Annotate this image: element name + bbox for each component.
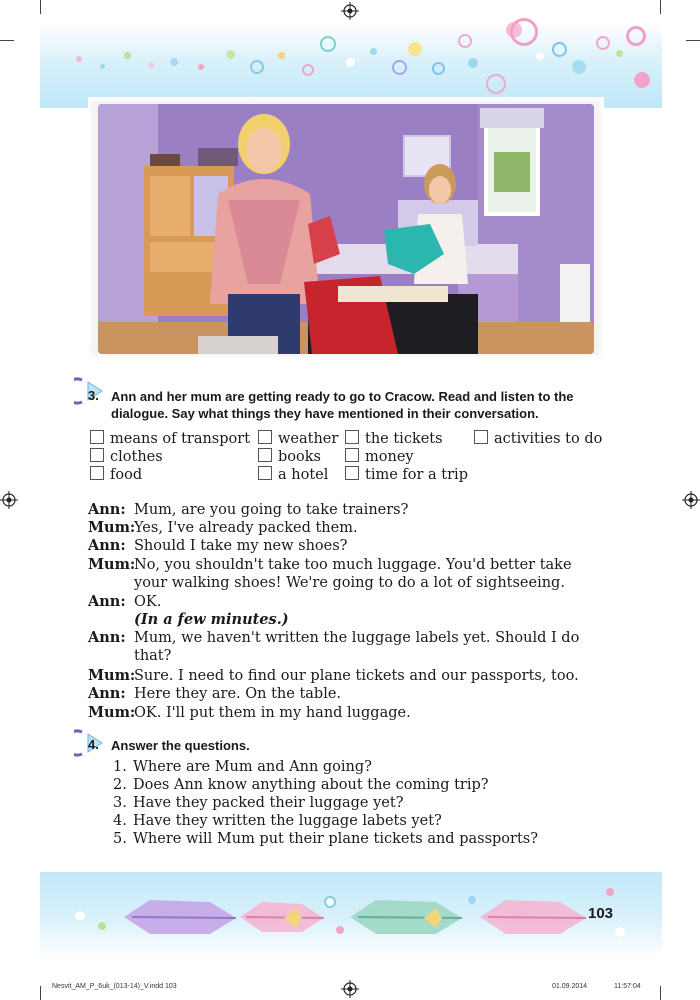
speaker: Mum:	[88, 519, 136, 536]
feather-decoration	[40, 872, 662, 957]
utterance: Should I take my new shoes?	[134, 538, 348, 554]
question-number: 1.	[113, 759, 127, 775]
bottom-decorative-band	[40, 872, 662, 957]
footer-date: 01.09.2014	[552, 983, 588, 990]
utterance: Sure. I need to find our plane tickets and our passports, too.	[134, 668, 579, 684]
footer-time: 11:57:04	[614, 983, 641, 990]
question-number: 4.	[113, 813, 127, 829]
crop-mark	[0, 40, 14, 41]
photo-illustration	[98, 104, 594, 354]
top-decorative-band	[40, 22, 662, 108]
utterance: OK. I'll put them in my hand luggage.	[134, 705, 411, 721]
speaker: Mum:	[88, 667, 136, 684]
question-number: 5.	[113, 831, 127, 847]
checkbox[interactable]	[90, 448, 104, 462]
registration-mark-icon	[341, 2, 359, 20]
checklist-label: means of transport	[110, 431, 251, 447]
checkbox[interactable]	[345, 466, 359, 480]
task-4-number: 4.	[88, 737, 99, 752]
checklist-item[interactable]	[90, 466, 142, 483]
checkbox[interactable]	[90, 466, 104, 480]
utterance: Yes, I've already packed them.	[134, 520, 358, 536]
task-3-instruction-line-1: Ann and her mum are getting ready to go to Cracow. Read and listen to the	[111, 389, 574, 404]
question-item	[113, 777, 489, 793]
utterance: Mum, are you going to take trainers?	[134, 502, 409, 518]
task-4-instruction: Answer the questions.	[111, 738, 250, 753]
utterance: No, you shouldn't take too much luggage. You'd better take	[134, 557, 572, 573]
checklist-label: clothes	[110, 449, 163, 465]
checklist-item[interactable]	[345, 466, 468, 483]
checkbox[interactable]	[90, 430, 104, 444]
speaker: Ann:	[88, 501, 126, 518]
crop-mark	[686, 40, 700, 41]
checklist-label: a hotel	[278, 467, 329, 483]
checklist-label: weather	[278, 431, 339, 447]
speaker: Mum:	[88, 556, 136, 573]
question-item	[113, 795, 403, 811]
question-item	[113, 813, 442, 829]
crop-mark	[660, 986, 661, 1000]
checklist-item[interactable]	[345, 448, 414, 465]
question-number: 2.	[113, 777, 127, 793]
question-item	[113, 831, 538, 847]
utterance: Here they are. On the table.	[134, 686, 342, 702]
registration-mark-icon	[682, 491, 700, 509]
question-number: 3.	[113, 795, 127, 811]
speaker: Mum:	[88, 704, 136, 721]
utterance-continued: that?	[134, 648, 172, 664]
checklist-item[interactable]	[345, 430, 443, 447]
question-text: Where are Mum and Ann going?	[133, 759, 372, 775]
checklist-item[interactable]	[258, 466, 328, 483]
checklist-label: the tickets	[365, 431, 443, 447]
task-3-instruction-line-2: dialogue. Say what things they have mentioned in their conversation.	[111, 406, 539, 421]
crop-mark	[660, 0, 661, 14]
checklist-label: time for a trip	[365, 467, 468, 483]
page-number: 103	[588, 905, 614, 922]
checklist-label: money	[365, 449, 414, 465]
stage-direction-text: (In a few minutes.)	[134, 611, 289, 628]
question-item	[113, 759, 372, 775]
packing-photo	[98, 104, 594, 354]
utterance-continued: your walking shoes! We're going to do a lot of sightseeing.	[134, 575, 565, 591]
crop-mark	[40, 986, 41, 1000]
task-3-instruction	[111, 388, 611, 422]
checklist-item[interactable]	[474, 430, 602, 447]
checklist-label: books	[278, 449, 321, 465]
crop-mark	[40, 0, 41, 14]
checkbox[interactable]	[474, 430, 488, 444]
checklist-item[interactable]	[258, 448, 321, 465]
footer-filename: Nesvit_AM_P_6uk_(013-14)_V.indd 103	[52, 983, 177, 990]
question-text: Have they packed their luggage yet?	[133, 795, 404, 811]
checkbox[interactable]	[345, 430, 359, 444]
checklist-item[interactable]	[258, 430, 338, 447]
question-text: Does Ann know anything about the coming trip?	[133, 777, 489, 793]
question-text: Have they written the luggage labets yet?	[133, 813, 442, 829]
task-3-number: 3.	[88, 388, 99, 403]
checkbox[interactable]	[258, 448, 272, 462]
checkbox[interactable]	[345, 448, 359, 462]
speaker: Ann:	[88, 537, 126, 554]
checklist-label: food	[110, 467, 143, 483]
checkbox[interactable]	[258, 430, 272, 444]
registration-mark-icon	[341, 980, 359, 998]
speaker: Ann:	[88, 685, 126, 702]
checklist-label: activities to do	[494, 431, 603, 447]
checklist-item[interactable]	[90, 448, 163, 465]
utterance: Mum, we haven't written the luggage labels yet. Should I do	[134, 630, 580, 646]
checkbox[interactable]	[258, 466, 272, 480]
question-text: Where will Mum put their plane tickets and passports?	[133, 831, 538, 847]
registration-mark-icon	[0, 491, 18, 509]
speaker: Ann:	[88, 629, 126, 646]
speaker: Ann:	[88, 593, 126, 610]
utterance: OK.	[134, 594, 162, 610]
checklist-item[interactable]	[90, 430, 250, 447]
